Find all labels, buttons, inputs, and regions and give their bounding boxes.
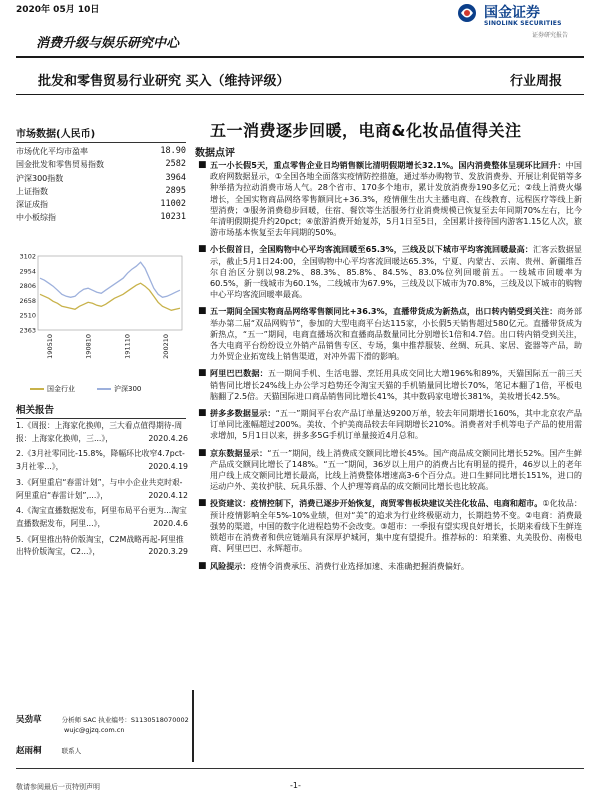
index-chart bbox=[16, 252, 186, 382]
bullet-icon: ■ bbox=[198, 408, 207, 419]
author-email[interactable]: wujc@gjzq.com.cn bbox=[64, 725, 125, 734]
related-report-date: 2020.4.19 bbox=[148, 462, 188, 472]
logo-mark-icon bbox=[456, 2, 484, 24]
author-divider bbox=[192, 690, 194, 762]
y-tick-label: 2954 bbox=[19, 267, 36, 276]
author-block bbox=[16, 716, 191, 757]
legend-item bbox=[30, 384, 75, 394]
legend-item bbox=[97, 384, 141, 394]
related-report-item[interactable] bbox=[16, 448, 188, 473]
related-report-date: 2020.3.29 bbox=[148, 547, 188, 557]
bullet-text: 商务部举办第二届“双品网购节”，参加的大型电商平台达115家，小长假5天销售超过580亿元。直播带货成为新热点，“五一”期间，电商直播场次和直播商品数量同比分别增长1倍和4.7倍。出口转内销受到关注，各大电商平台纷纷设立外销产品销售专区、专场，集中推荐服装、丝绸、玩具、家居、瓷器等产品，助力外贸企业拓宽线上销售渠道，对冲外需下滑的影响。 bbox=[210, 306, 582, 362]
market-label: 沪深300指数 bbox=[16, 173, 64, 183]
bullet-item bbox=[196, 498, 582, 554]
y-tick-label: 3102 bbox=[19, 252, 36, 261]
related-reports-title: 相关报告 bbox=[16, 402, 186, 419]
page-title: 五一消费逐步回暖，电商&化妆品值得关注 bbox=[210, 121, 522, 140]
market-label: 中小板综指 bbox=[16, 213, 56, 223]
legend-label-1: 沪深300 bbox=[114, 385, 142, 393]
bullet-text: 疫情令消费承压、消费行业选择加速、未准确把握消费偏好。 bbox=[250, 560, 470, 571]
market-value: 11002 bbox=[160, 199, 186, 210]
market-data-title: 市场数据(人民币) bbox=[16, 125, 186, 143]
related-report-item[interactable] bbox=[16, 477, 188, 502]
series-line-1 bbox=[40, 262, 180, 297]
author-name-1: 吴劲草 bbox=[16, 715, 42, 725]
logo-text-en: SINOLINK SECURITIES bbox=[484, 20, 562, 27]
market-row bbox=[16, 198, 186, 211]
market-row bbox=[16, 158, 186, 171]
research-center: 消费升级与娱乐研究中心 bbox=[36, 36, 180, 51]
bullet-item bbox=[196, 244, 582, 300]
bullet-lead: 五一期间全国实物商品网络零售额同比+36.3%，直播带货成为新热点，出口转内销受到关注： bbox=[210, 306, 558, 317]
x-tick-label: 200210 bbox=[162, 334, 170, 359]
legend-label-0: 国金行业 bbox=[47, 385, 75, 393]
related-report-date: 2020.4.26 bbox=[148, 433, 188, 443]
index-line-chart bbox=[16, 252, 186, 382]
related-report-text: 4.《淘宝直播数据发布，阿里布局平台更为...淘宝直播数据发布，阿里...》， bbox=[16, 506, 187, 528]
author-role: 联系人 bbox=[61, 747, 82, 755]
bullet-item bbox=[196, 368, 582, 402]
market-row bbox=[16, 211, 186, 224]
bullet-text: 五一期间手机、生活电器、烹饪用具成交同比大增196%和89%，天猫国际五一前三天销售同比增长24%线上办公学习趋势还令淘宝天猫的手机销量同比增长70%，笔记本翻了1倍，平板电脑翻了2.5倍。天猫国际进口商品销售同比增长41%，其中数码家电增长381%，美妆增长42.5%。 bbox=[210, 368, 582, 401]
market-value: 10231 bbox=[160, 212, 186, 223]
company-logo bbox=[456, 2, 596, 38]
market-row bbox=[16, 185, 186, 198]
y-tick-label: 2806 bbox=[19, 282, 36, 291]
bullet-icon: ■ bbox=[198, 560, 207, 571]
section-subhead: 数据点评 bbox=[195, 148, 235, 159]
related-report-date: 2020.4.12 bbox=[148, 490, 188, 500]
main-content bbox=[196, 160, 582, 578]
industry-rating: 批发和零售贸易行业研究 买入（维持评级） bbox=[38, 74, 290, 89]
bullet-item bbox=[196, 306, 582, 362]
report-type: 行业周报 bbox=[510, 74, 563, 89]
x-tick-label: 190510 bbox=[46, 334, 54, 359]
bullet-lead: 五一小长假5天，重点零售企业日均销售额比清明假期增长32.1%。国内消费整体呈现环比回升： bbox=[210, 160, 566, 170]
market-label: 国金批发和零售贸易指数 bbox=[16, 160, 104, 170]
footer-disclaimer: 敬请参阅最后一页特别声明 bbox=[16, 783, 100, 791]
market-row bbox=[16, 145, 186, 158]
related-report-text: 5.《阿里推出特价版淘宝，C2M战略再起-阿里推出特价版淘宝，C2...》， bbox=[16, 534, 184, 557]
bullet-lead: 风险提示： bbox=[210, 560, 251, 571]
related-report-date: 2020.4.6 bbox=[153, 518, 188, 528]
market-row bbox=[16, 172, 186, 185]
title-rule bbox=[16, 94, 584, 95]
footer-rule bbox=[16, 768, 584, 769]
bullet-icon: ■ bbox=[198, 244, 207, 255]
market-value: 3964 bbox=[165, 172, 186, 183]
bullet-item bbox=[196, 160, 582, 238]
market-label: 市场优化平均市盈率 bbox=[16, 147, 88, 156]
market-label: 深证成指 bbox=[16, 200, 48, 210]
x-tick-label: 190810 bbox=[84, 334, 93, 359]
report-date: 2020年 05月 10日 bbox=[16, 5, 100, 15]
bullet-icon: ■ bbox=[198, 498, 207, 509]
bullet-lead: 京东数据显示： bbox=[210, 447, 268, 458]
bullet-lead: 投资建议：疫情控制下，消费已逐步开始恢复，商贸零售板块建议关注化妆品、电商和超市。 bbox=[210, 498, 543, 509]
related-report-item[interactable] bbox=[16, 505, 188, 530]
bullet-lead: 小长假首日，全国购物中心平均客流回暖至65.3%，三线及以下城市平均客流回暖最高： bbox=[210, 244, 533, 255]
market-data-panel bbox=[16, 125, 186, 225]
related-report-text: 3.《阿里重启“春雷计划”，与中小企业共克时艰-阿里重启“春雷计划”,...》， bbox=[16, 477, 183, 500]
bullet-item bbox=[196, 408, 582, 442]
y-tick-label: 2363 bbox=[19, 326, 36, 335]
bullet-icon: ■ bbox=[198, 447, 207, 458]
chart-legend bbox=[30, 384, 141, 394]
bullet-text: “五一”期间，线上消费成交额同比增长45%。国产商品成交额同比增长52%。国产生鲜产品成交额同比增长了148%。“五一”期间，36岁以上用户的消费占比有明显的提升，46岁以上的老年用户线上成交额同比增长最高，比线上消费整体增速高3-6个百分点。进口生鲜同比增长151%，进口的运动户外、美妆护肤、玩具乐器、个人护理等商品的成交额同比增长也比较高。 bbox=[210, 447, 582, 492]
market-value: 18.90 bbox=[160, 146, 186, 156]
author-name-2: 赵雨桐 bbox=[16, 746, 42, 756]
bullet-icon: ■ bbox=[198, 368, 207, 379]
bullet-lead: 阿里巴巴数据： bbox=[210, 368, 268, 379]
page-number: -1- bbox=[290, 781, 301, 790]
header-rule bbox=[16, 56, 584, 58]
bullet-text: 汇客云数据显示，截止5月1日24:00，全国购物中心平均客流回暖达65.3%，宁夏、内蒙古、云南、贵州、新疆维吾尔自治区分别以98.2%、88.3%、85.8%、84.5%、83.0%位列回暖前五。一线城市回暖率为60.5%，新一线城市为60.1%，二线城市为67.9%，三线及以下城市为70.8%，三线及以下城市的购物中心平均客流回暖率最高。 bbox=[210, 244, 582, 300]
logo-text-cn: 国金证券 bbox=[484, 5, 540, 21]
y-tick-label: 2658 bbox=[19, 296, 36, 305]
related-report-text: 2.《3月社零同比-15.8%，降幅环比收窄4.7pct-3月社零...》， bbox=[16, 449, 185, 472]
market-label: 上证指数 bbox=[16, 186, 48, 196]
bullet-lead: 拼多多数据显示： bbox=[210, 408, 276, 419]
bullet-text: “五一”期间平台农产品订单量达9200万单，较去年同期增长160%，其中北京农产品订单同比涨幅超过200%。美妆、个护美商品较去年同期增长210%。消费者对手机等电子产品的使用需求增加，5月1日以来，拼多多5G手机订单量接近4月总和。 bbox=[210, 408, 582, 441]
bullet-icon: ■ bbox=[198, 306, 207, 317]
related-report-item[interactable] bbox=[16, 420, 188, 445]
bullet-text: 中国政府网数据显示，①全国各地全面落实疫情防控措施，通过举办购物节、发放消费券、开展让利促销等多种举措为拉动消费市场人气。28个省市、170多个地市，累计发放消费券190多亿元；②线上消费火爆增长，全国实物商品网络零售额同比+36.3%，疫情催生出大主播电商、在线教育、远程医疗等线上新型消费；③服务消费稳步回暖，住宿、餐饮等生活服务行业消费规模已恢复至去年同期70%左右，比今年清明假期提升约20pct；④旅游消费开始复苏，5月1日至5日，全国累计接待国内游客1.15亿人次，旅游市场基本恢复至去年同期的50%。 bbox=[210, 160, 582, 238]
related-reports-list bbox=[16, 420, 188, 562]
bullet-icon: ■ bbox=[198, 160, 207, 170]
y-tick-label: 2510 bbox=[19, 311, 36, 320]
logo-subtitle: 证券研究报告 bbox=[532, 32, 569, 39]
x-tick-label: 191110 bbox=[123, 334, 132, 359]
bullet-item bbox=[196, 561, 582, 572]
bullet-item bbox=[196, 448, 582, 493]
author-cert: 分析师 SAC 执业编号：S1130518070002 bbox=[61, 716, 189, 724]
bullet-text: ①化妆品：预计疫情影响全年5%-10%业绩，但对“美”的追求为行业终极驱动力，长期趋势不变。②电商：消费最强势的渠道，中国的数字化进程趋势不会改变。③超市：一季报有望实现良好增长，长期来看线下生鲜连锁超市在消费者和供应链端具有深厚护城河，集中度有望提升。推荐标的：珀莱雅、丸美股份、南极电商、阿里巴巴、永辉超市。 bbox=[210, 498, 582, 554]
market-value: 2582 bbox=[165, 159, 186, 170]
related-report-text: 1.《周报：上海家化换帅，三大看点值得期待-周报：上海家化换帅，三...》， bbox=[16, 421, 183, 443]
market-value: 2895 bbox=[165, 185, 186, 196]
related-report-item[interactable] bbox=[16, 534, 188, 559]
